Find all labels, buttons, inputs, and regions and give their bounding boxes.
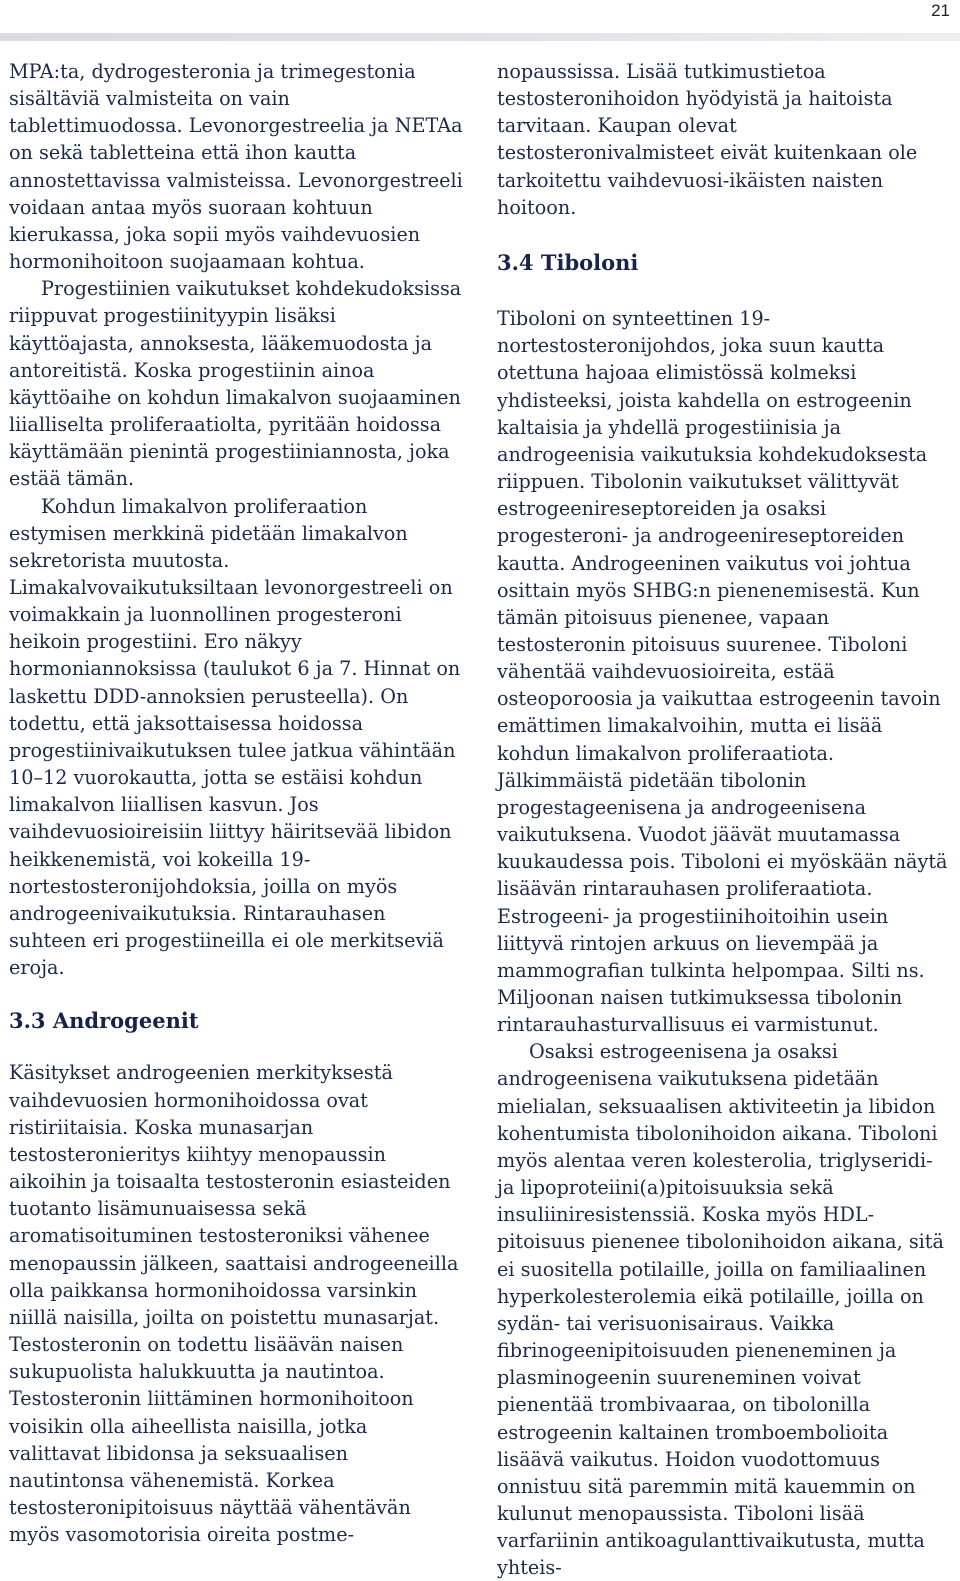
section-heading-androgens: 3.3 Androgeenit <box>9 1008 199 1034</box>
paragraph-endometrium: Kohdun limakalvon proliferaation estymisen merkkinä pidetään limakalvon sekretorista muutosta. Limakalvovaikutuksiltaan levonorgestreeli on voimakkain ja luonnollinen progesteroni heikoin progestiini. Ero näkyy hormoniannoksissa (taulukot 6 ja 7. Hinnat on laskettu DDD-annoksien perusteella). On todettu, että jaksottaisessa hoidossa progestiinivaikutuksen tulee jatkua vähintään 10–12 vuorokautta, jotta se estäisi kohdun limakalvon liiallisen kasvun. Jos vaihdevuosioireisiin liittyy häiritsevää libidon heikkenemistä, voi kokeilla 19-nortestosteronijohdoksia, joilla on myös androgeenivaikutuksia. Rintarauhasen suhteen eri progestiineilla ei ole merkitseviä eroja. <box>9 494 461 980</box>
section-heading-tibolone: 3.4 Tiboloni <box>497 249 639 275</box>
paragraph-androgens: Käsitykset androgeenien merkityksestä vaihdevuosien hormonihoidossa ovat ristiriitaisia. Koska munasarjan testosteronieritys kiihtyy menopaussin aikoihin ja toisaalta testosteronin esiasteiden tuotanto lisämunuaisessa sekä aromatisoituminen testosteroniksi vähenee menopaussin jälkeen, saattaisi androgeeneilla olla paikkansa hormonihoidossa varsinkin niillä naisilla, joilta on poistettu munasarjat. Testosteronin on todettu lisäävän naisen sukupuolista halukkuutta ja nautintoa. Testosteronin liittäminen hormonihoitoon voisikin olla aiheellista naisilla, jotka valittavat libidonsa ja seksuaalisen nautintonsa vähenemistä. Korkea testosteronipitoisuus näyttää vähentävän myös vasomotorisia oireita postme- <box>9 1061 459 1547</box>
header-rule <box>0 33 960 41</box>
paragraph-testosterone-cont: nopaussissa. Lisää tutkimustietoa testosteronihoidon hyödyistä ja haitoista tarvitaan. Kaupan olevat testosteronivalmisteet eivät kuitenkaan ole tarkoitettu vaihdevuosi-ikäisten naisten hoitoon. <box>497 60 918 219</box>
paragraph-progestin-effects: Progestiinien vaikutukset kohdekudoksissa riippuvat progestiinityypin lisäksi käyttöajasta, annoksesta, lääkemuodosta ja antoreitistä. Koska progestiinin ainoa käyttöaihe on kohdun limakalvon suojaaminen liialliselta proliferaatiolta, pyritään hoidossa käyttämään pienintä progestiiniannosta, joka estää tämän. <box>9 277 462 491</box>
left-column <box>9 58 464 1548</box>
page-number: 21 <box>931 1 950 20</box>
paragraph-progestin-forms: MPA:ta, dydrogesteronia ja trimegestonia sisältäviä valmisteita on vain tablettimuodossa. Levonorgestreelia ja NETAa on sekä tabletteina että ihon kautta annostettavissa valmisteissa. Levonorgestreeli voidaan antaa myös suoraan kohtuun kierukassa, joka sopii myös vaihdevuosien hormonihoitoon suojaamaan kohtua. <box>9 60 463 274</box>
paragraph-tibolone-effects: Osaksi estrogeenisena ja osaksi androgeenisena vaikutuksena pidetään mielialan, seksuaalisen aktiviteetin ja libidon kohentumista tibolonihoidon aikana. Tiboloni myös alentaa veren kolesterolia, triglyseridi- ja lipoproteiini(a)pitoisuuksia sekä insuliiniresistenssiä. Koska myös HDL-pitoisuus pienenee tibolonihoidon aikana, sitä ei suositella potilaille, joilla on familiaalinen hyperkolesterolemia eikä potilaille, joilla on sydän- tai verisuonisairaus. Vaikka fibrinogeenipitoisuuden pieneneminen ja plasminogeenin suureneminen voivat pienentää trombivaaraa, on tibolonilla estrogeenin kaltainen tromboembolioita lisäävä vaikutus. Hoidon vuodottomuus onnistuu sitä paremmin mitä kauemmin on kulunut menopaussista. Tiboloni lisää varfariinin antikoagulanttivaikutusta, mutta yhteis- <box>497 1040 944 1580</box>
right-column <box>497 58 949 1581</box>
paragraph-tibolone: Tiboloni on synteettinen 19-nortestosteronijohdos, joka suun kautta otettuna hajoaa elimistössä kolmeksi yhdisteeksi, joista kahdella on estrogeenin kaltaisia ja yhdellä progestiinisia ja androgeenisia vaikutuksia kohdekudoksesta riippuen. Tibolonin vaikutukset välittyvät estrogeenireseptoreiden ja osaksi progesteroni- ja androgeenireseptoreiden kautta. Androgeeninen vaikutus voi johtua osittain myös SHBG:n pienenemisestä. Kun tämän pitoisuus pienenee, vapaan testosteronin pitoisuus suurenee. Tiboloni vähentää vaihdevuosioireita, estää osteoporoosia ja vaikuttaa estrogeenin tavoin emättimen limakalvoihin, mutta ei lisää kohdun limakalvon proliferaatiota. Jälkimmäistä pidetään tibolonin progestageenisena ja androgeenisena vaikutuksena. Vuodot jäävät muutamassa kuukaudessa pois. Tiboloni ei myöskään näytä lisäävän rintarauhasen proliferaatiota. Estrogeeni- ja progestiinihoitoihin usein liittyvä rintojen arkuus on lievempää ja mammografian tulkinta helpompaa. Silti ns. Miljoonan naisen tutkimuksessa tibolonin rintarauhasturvallisuus ei varmistunut. <box>497 307 948 1037</box>
